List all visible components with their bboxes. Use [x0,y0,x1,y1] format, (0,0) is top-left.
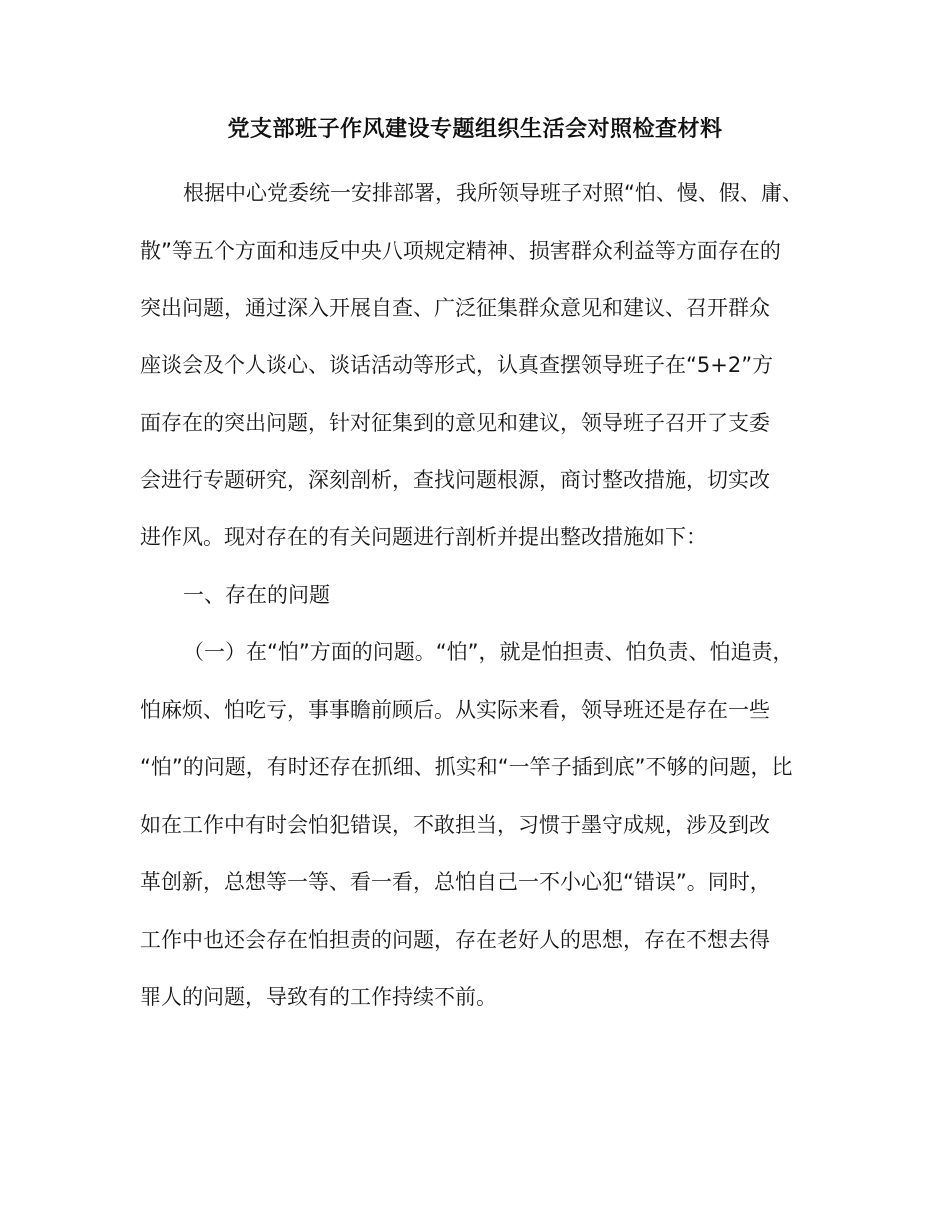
document-title: 党支部班子作风建设专题组织生活会对照检查材料 [227,117,723,142]
paragraph-line: 面存在的突出问题，针对征集到的意见和建议，领导班子召开了支委 [140,411,770,435]
paragraph-line: 革创新，总想等一等、看一看，总怕自己一不小心犯“错误”。同时， [140,870,771,894]
paragraph-line: 工作中也还会存在怕担责的问题，存在老好人的思想，存在不想去得 [140,928,770,952]
paragraph-line: 罪人的问题，导致有的工作持续不前。 [140,985,497,1009]
paragraph-line: 突出问题，通过深入开展自查、广泛征集群众意见和建议、召开群众 [140,296,770,320]
section-heading: 一、存在的问题 [183,583,330,607]
paragraph-line: 根据中心党委统一安排部署，我所领导班子对照“怕、慢、假、庸、 [183,181,803,205]
paragraph-line: 进作风。现对存在的有关问题进行剖析并提出整改措施如下： [140,525,707,549]
paragraph-line: 怕麻烦、怕吃亏，事事瞻前顾后。从实际来看，领导班还是存在一些 [140,698,770,722]
paragraph-line: “怕”的问题，有时还存在抓细、抓实和“一竿子插到底”不够的问题，比 [140,755,793,779]
paragraph-line: （一）在“怕”方面的问题。“怕”，就是怕担责、怕负责、怕追责， [183,640,794,664]
paragraph-line: 散”等五个方面和违反中央八项规定精神、损害群众利益等方面存在的 [140,239,781,263]
paragraph-line: 如在工作中有时会怕犯错误，不敢担当，习惯于墨守成规，涉及到改 [140,813,770,837]
paragraph-line: 会进行专题研究，深刻剖析，查找问题根源，商讨整改措施，切实改 [140,468,770,492]
paragraph-line: 座谈会及个人谈心、谈话活动等形式，认真查摆领导班子在“5+2”方 [140,353,774,377]
